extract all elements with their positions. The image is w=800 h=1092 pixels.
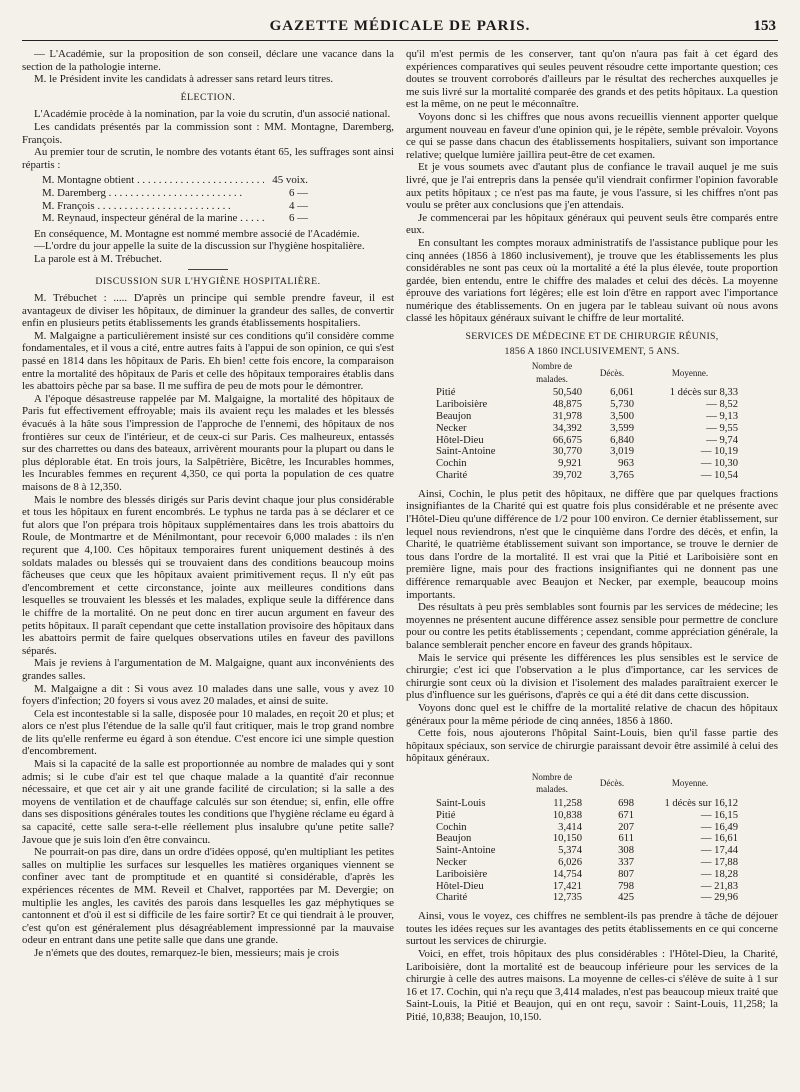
table-row [432,423,742,435]
cell-deces: 6,840 [610,434,634,446]
paragraph: Ne pourrait-on pas dire, dans un ordre d'idées opposé, qu'en multipliant les petites salles on multiplie les surfaces sur lesquelles les matières organiques viennent se confiner avec tant de promptitude et en quantité si considérable, d'après les expériences récentes de MM. Reveil et Chalvet, rapportées par M. Devergie; on multiplie les angles, les cavités des parois dans lesquelles les gaz méphytiques se cantonnent et d'où il est si difficile de les faire sortir? Et ce qui tiendrait à le prouver, c'est qu'on est généralement plus désagréablement impressionné par la mauvaise odeur en entrant dans une petite salle que dans une grande. [22,846,394,947]
cell-hopital: Necker [436,422,467,434]
cell-malades: 6,026 [558,857,582,869]
table-header-row [432,771,742,798]
mortality-table-combined [432,360,742,482]
table-title: SERVICES DE MÉDECINE ET DE CHIRURGIE RÉUNIS, [465,331,719,343]
journal-title: GAZETTE MÉDICALE DE PARIS. [269,18,531,34]
cell-moyenne: 1 décès sur 8,33 [669,387,738,399]
vote-row [42,187,308,200]
vote-row [42,200,308,213]
section-title-discussion: DISCUSSION SUR L'HYGIÈNE HOSPITALIÈRE. [95,275,321,287]
cell-hopital: Lariboisière [436,868,488,880]
cell-hopital: Pitié [436,387,456,399]
cell-hopital: Beaujon [436,833,472,845]
cell-hopital: Hôtel-Dieu [436,880,484,892]
paragraph: M. Trébuchet : ..... D'après un principe qui semble prendre faveur, il est avantageux de diviser les hôpitaux, de diminuer la grandeur des salles, de convertir enfin en plusieurs petits établissements les grands établissements hospitaliers. [22,292,394,330]
cell-deces: 671 [618,809,634,821]
paragraph: La parole est à M. Trébuchet. [34,252,162,265]
cell-moyenne: — 29,96 [700,892,738,904]
vote-count: 6 — [288,186,308,199]
paragraph: Et je vous soumets avec d'autant plus de confiance le travail auquel je me suis livré, que je l'ai entrepris dans la pensée qu'il viendrait confirmer l'opinion favorable aux petits hôpitaux ; ce n'est pas ma faute, je vous l'assure, si les chiffres n'ont pas voulu se prêter aux conclusions que j'en attendais. [406,161,778,212]
cell-hopital: Saint-Louis [436,798,486,810]
column-header-deces: Décès. [599,367,625,378]
paragraph: M. le Président invite les candidats à adresser sans retard leurs titres. [34,73,334,86]
cell-malades: 10,838 [552,809,582,821]
column-header-moyenne: Moyenne. [671,778,709,789]
table-header-row [432,360,742,387]
paragraph: —L'ordre du jour appelle la suite de la discussion sur l'hygiène hospitalière. [34,240,365,253]
table-row [432,387,742,399]
paragraph: — L'Académie, sur la proposition de son conseil, déclare une vacance dans la section de la pathologie interne. [22,48,394,73]
paragraph: Mais le nombre des blessés dirigés sur Paris devint chaque jour plus considérable et tous les hôpitaux en furent encombrés. Le typhus ne tarda pas à se déclarer et ce fut alors que l'on prépara trois hôpitaux supplémentaires dans les trois abattoirs du Roule, de Montmartre et de Ménilmontant, pour recevoir 6,000 malades : ils n'en reçurent que 4,100. Ces hôpitaux temporaires furent uniquement destinés à des soldats malades ou blessés qui se trouvaient dans des conditions beaucoup moins fâcheuses que ceux que les hôpitaux avaient primitivement reçus. Il n'y eût pas d'encombrement et cette circonstance, jointe aux meilleures conditions dans lesquelles se trouvaient les blessés et les malades, explique seule la différence dans le chiffre de la mortalité. On ne peut donc en tirer aucun argument en faveur des petits hôpitaux. Il paraît cependant que cette installation provisoire des hôpitaux dans les abattoirs permit de faire quelques observations utiles en faveur des pavillons séparés. [22,493,394,657]
paragraph: Des résultats à peu près semblables sont fournis par les services de médecine; les moyennes ne présentent aucune différence assez sensible pour permettre de conclure pour ou contre les petits établissements ; cependant, comme appréciation générale, la balance semblerait pencher encore en faveur des grands hôpitaux. [406,601,778,651]
table-row [432,411,742,423]
left-column [22,48,394,960]
cell-moyenne: — 21,83 [700,880,738,892]
candidate-name: M. Daremberg . . . [42,187,264,200]
cell-deces: 3,019 [610,446,634,458]
column-header-hopital [432,360,518,387]
candidate-name: M. François . . . [42,200,264,213]
paragraph: En conséquence, M. Montagne est nommé membre associé de l'Académie. [34,227,360,240]
cell-deces: 425 [618,892,634,904]
table-row [432,399,742,411]
cell-deces: 6,061 [610,387,634,399]
cell-deces: 3,500 [610,411,634,423]
cell-hopital: Saint-Antoine [436,446,496,458]
paragraph: Les candidats présentés par la commission sont : MM. Montagne, Daremberg, François. [22,120,394,146]
paragraph: Au premier tour de scrutin, le nombre des votants étant 65, les suffrages sont ainsi répartis : [22,146,394,171]
table-row [432,869,742,881]
cell-hopital: Beaujon [436,411,472,423]
table-row [432,845,742,857]
cell-deces: 3,599 [610,422,634,434]
cell-moyenne: — 10,54 [700,470,738,482]
cell-moyenne: — 10,30 [700,458,738,470]
table-row [432,446,742,458]
cell-deces: 963 [618,458,634,470]
cell-hopital: Lariboisière [436,399,488,411]
cell-malades: 12,735 [552,892,582,904]
cell-moyenne: — 9,74 [706,434,738,446]
cell-moyenne: — 18,28 [700,868,738,880]
divider [188,269,228,270]
table-row [432,435,742,447]
right-column [406,48,778,1024]
cell-deces: 798 [618,880,634,892]
cell-malades: 31,978 [552,411,582,423]
cell-deces: 611 [618,833,634,845]
column-header-moyenne: Moyenne. [671,367,709,378]
candidate-name: M. Reynaud, inspecteur général de la marine . . . [42,212,264,225]
table-subtitle: 1856 A 1860 INCLUSIVEMENT, 5 ANS. [504,345,680,357]
cell-deces: 5,730 [610,399,634,411]
cell-malades: 50,540 [552,387,582,399]
table-row [432,833,742,845]
cell-hopital: Necker [436,857,467,869]
paragraph: A l'époque désastreuse rappelée par M. Malgaigne, la mortalité des hôpitaux de Paris fut effectivement effroyable; mais ils avaient reçu les malades et les blessés évacués à la hâte sous l'impression de l'approche de l'ennemi, des hôpitaux de nos frontières sur ceux de l'intérieur, et de ceux-ci sur Paris. Ces malheureux, entassés sur des charrettes ou dans des bateaux, arrivèrent mourants pour la plupart ou dans le plus déplorable état. En trois jours, la Salpêtrière, Bicêtre, les Incurables hommes, les Incurables femmes en reçurent 4,350, ce qui porta la population de ces quatre maisons de 8 à 12,350. [22,392,394,493]
cell-malades: 30,770 [552,446,582,458]
vote-count: 45 voix. [272,174,308,187]
cell-malades: 17,421 [552,880,582,892]
paragraph: Ainsi, Cochin, le plus petit des hôpitaux, ne diffère que par quelques fractions insignifiantes de la Charité qui est quatre fois plus considérable et ne présente avec l'Hôtel-Dieu qu'une différence de 1/2 pour 100 environ. Ce dernier établissement, sur lequel nous reviendrons, n'est que le cinquième dans l'ordre des décès, et enfin, la Charité, le quatrième établissement suivant son importance, se trouve le dernier de tous dans l'ordre de la mortalité. Il est vrai que la Pitié et Lariboisière sont en première ligne, mais pour des fractions insignifiantes qui ne donnent pas une différence remarquable avec Beaujon et Necker, par exemple, beaucoup moins importants. [406,487,778,601]
paragraph: Mais le service qui présente les différences les plus sensibles est le service de chirurgie; c'est ici que l'observation a le plus d'importance, car les services de chirurgie sont ceux où la division et l'isolement des malades paraîtraient exercer le plus d'influence sur les guérisons, d'après ce qui a été dit dans cette discussion. [406,651,778,702]
vote-list [42,174,394,224]
paragraph: Je n'émets que des doutes, remarquez-le bien, messieurs; mais je crois [34,946,339,959]
paragraph: qu'il m'est permis de les conserver, tant qu'on n'aura pas fait à cet égard des expériences comparatives qui seules peuvent résoudre cette importante question; ces doutes se trouvent corroborés d'ailleurs par le résultat des recherches auxquelles je me suis livré sur la mortalité comparée des grands et des petits hôpitaux. La question est la même, on ne peut le méconnaître. [406,48,778,111]
cell-moyenne: — 17,88 [700,857,738,869]
cell-malades: 14,754 [552,868,582,880]
cell-moyenne: 1 décès sur 16,12 [664,798,738,810]
table-row [432,822,742,834]
table-row [432,857,742,869]
vote-count: 4 — [288,199,308,212]
column-header-deces: Décès. [599,778,625,789]
cell-moyenne: — 16,61 [700,833,738,845]
paragraph: Je commencerai par les hôpitaux généraux qui peuvent seuls être comparés entre eux. [406,211,778,237]
mortality-table-surgery [432,771,742,904]
cell-deces: 207 [618,821,634,833]
paragraph: L'Académie procède à la nomination, par la voie du scrutin, d'un associé national. [34,108,391,121]
cell-deces: 308 [618,845,634,857]
paragraph: Mais je reviens à l'argumentation de M. Malgaigne, quant aux inconvénients des grandes salles. [22,657,394,682]
column-header-malades: Nombre de malades. [531,361,573,384]
vote-count: 6 — [288,212,308,225]
cell-malades: 11,258 [553,798,582,810]
cell-deces: 807 [618,868,634,880]
cell-hopital: Hôtel-Dieu [436,434,484,446]
table-row [432,881,742,893]
table-row [432,470,742,482]
cell-hopital: Cochin [436,458,467,470]
cell-malades: 48,875 [552,399,582,411]
paragraph: Mais si la capacité de la salle est proportionnée au nombre de malades qui y sont admis; si le cube d'air est tel que chaque malade a la quantité d'air reconnue nécessaire, et que cet air y ait une grande facilité de circulation; si la salle a des moyens de ventilation et de chauffage calculés sur son étendue; si, enfin, elle offre dans ses dispositions générales toutes les conditions que l'hygiène réclame eu égard à sa capacité, cette salle sera-t-elle réellement plus insalubre qu'une petite salle? Javoue que je suis loin d'en être convaincu. [22,758,394,846]
page-header [22,18,778,41]
cell-deces: 3,765 [610,470,634,482]
page-number: 153 [753,18,776,34]
cell-hopital: Pitié [436,809,456,821]
vote-row [42,174,308,187]
table-row [432,892,742,904]
paragraph: M. Malgaigne a particulièrement insisté sur ces conditions qu'il considère comme fondamentales, et il vous a cité, entre autres faits à l'appui de son opinion, ce qui s'est passé en 1814 dans les hôpitaux de Paris. Eh bien! cette fois encore, la comparaison entre la mortalité des hôpitaux de Paris et celle des hôpitaux temporaires établis dans les abattoirs pèche par sa base. Il me suffira de peu de mots pour le démontrer. [22,329,394,393]
column-header-hopital [432,771,518,798]
paragraph: Voyons donc si les chiffres que nous avons recueillis viennent apporter quelque argument nouveau en faveur d'une opinion qui, je le répète, semble prévaloir. Voyons ce qui se passe dans chacun des établissements hospitaliers, suivant son importance relative; quelque lumière jaillira peut-être de cet examen. [406,110,778,161]
cell-malades: 34,392 [552,422,582,434]
candidate-name: M. Montagne obtient . . . [42,174,264,187]
cell-malades: 3,414 [558,821,582,833]
cell-malades: 10,150 [552,833,582,845]
cell-moyenne: — 16,49 [700,821,738,833]
paragraph: Ainsi, vous le voyez, ces chiffres ne semblent-ils pas prendre à tâche de déjouer toutes les idées reçues sur les avantages des petits établissements en ce qui concerne surtout les services de chirurgie. [406,910,778,948]
cell-moyenne: — 10,19 [700,446,738,458]
cell-moyenne: — 9,55 [706,422,738,434]
cell-hopital: Cochin [436,821,467,833]
cell-malades: 5,374 [558,845,582,857]
cell-hopital: Saint-Antoine [436,845,496,857]
paragraph: En consultant les comptes moraux administratifs de l'assistance publique pour les cinq années (1856 à 1860 inclusivement), je trouve que les établissements les plus considérables ne sont pas ceux où la mortalité a été la plus élevée, toute proportion gardée, bien entendu, entre le chiffre des malades et celui des décès. La moyenne éprouve des variations fort légères; elle est loin d'être en rapport avec l'importance numérique des établissements. On en jugera par le tableau suivant où nous avons classé les hôpitaux généraux suivant le chiffre de leur mortalité. [406,236,778,325]
vote-row [42,212,308,225]
cell-malades: 39,702 [552,470,582,482]
cell-malades: 66,675 [552,434,582,446]
paragraph: Voyons donc quel est le chiffre de la mortalité relative de chacun des hôpitaux généraux pour la même période de cinq années, 1856 à 1860. [406,701,778,727]
table-row [432,810,742,822]
column-header-malades: Nombre de malades. [531,771,573,795]
paragraph: Voici, en effet, trois hôpitaux des plus considérables : l'Hôtel-Dieu, la Charité, Lariboisière, dont la mortalité est de beaucoup inférieure pour les services de la chirurgie à celle des autres maisons. La moyenne de celles-ci s'élève de suite à 1 sur 16 et 17. Cochin, qui n'a reçu que 3,414 malades, n'est pas beaucoup mieux traité que Saint-Louis, la Pitié et Beaujon, qui en ont reçu, savoir : Saint-Louis, 11,258; la Pitié, 10,838; Beaujon, 10,150. [406,948,778,1023]
table-row [432,798,742,810]
table-row [432,458,742,470]
cell-moyenne: — 9,13 [706,411,738,423]
cell-hopital: Charité [436,892,468,904]
cell-deces: 337 [618,857,634,869]
cell-moyenne: — 16,15 [700,809,738,821]
cell-moyenne: — 8,52 [706,399,738,411]
cell-moyenne: — 17,44 [700,845,738,857]
paragraph: Cela est incontestable si la salle, disposée pour 10 malades, en reçoit 20 et plus; et alors ce n'est plus l'étendue de la salle qu'il faut critiquer, mais le trop grand nombre de lits qu'elle renferme eu égard à son étendue. C'est encore ici une simple question d'encombrement. [22,707,394,758]
cell-hopital: Charité [436,470,468,482]
cell-malades: 9,921 [558,458,582,470]
section-title-election: ÉLECTION. [180,91,236,103]
cell-deces: 698 [618,798,634,810]
paragraph: M. Malgaigne a dit : Si vous avez 10 malades dans une salle, vous y avez 10 foyers d'infection; 20 foyers si vous avez 20 malades, et ainsi de suite. [22,682,394,708]
paragraph: Cette fois, nous ajouterons l'hôpital Saint-Louis, bien qu'il fasse partie des hôpitaux spéciaux, son service de chirurgie paraissant devoir être assimilé à celui des hôpitaux généraux. [406,727,778,765]
